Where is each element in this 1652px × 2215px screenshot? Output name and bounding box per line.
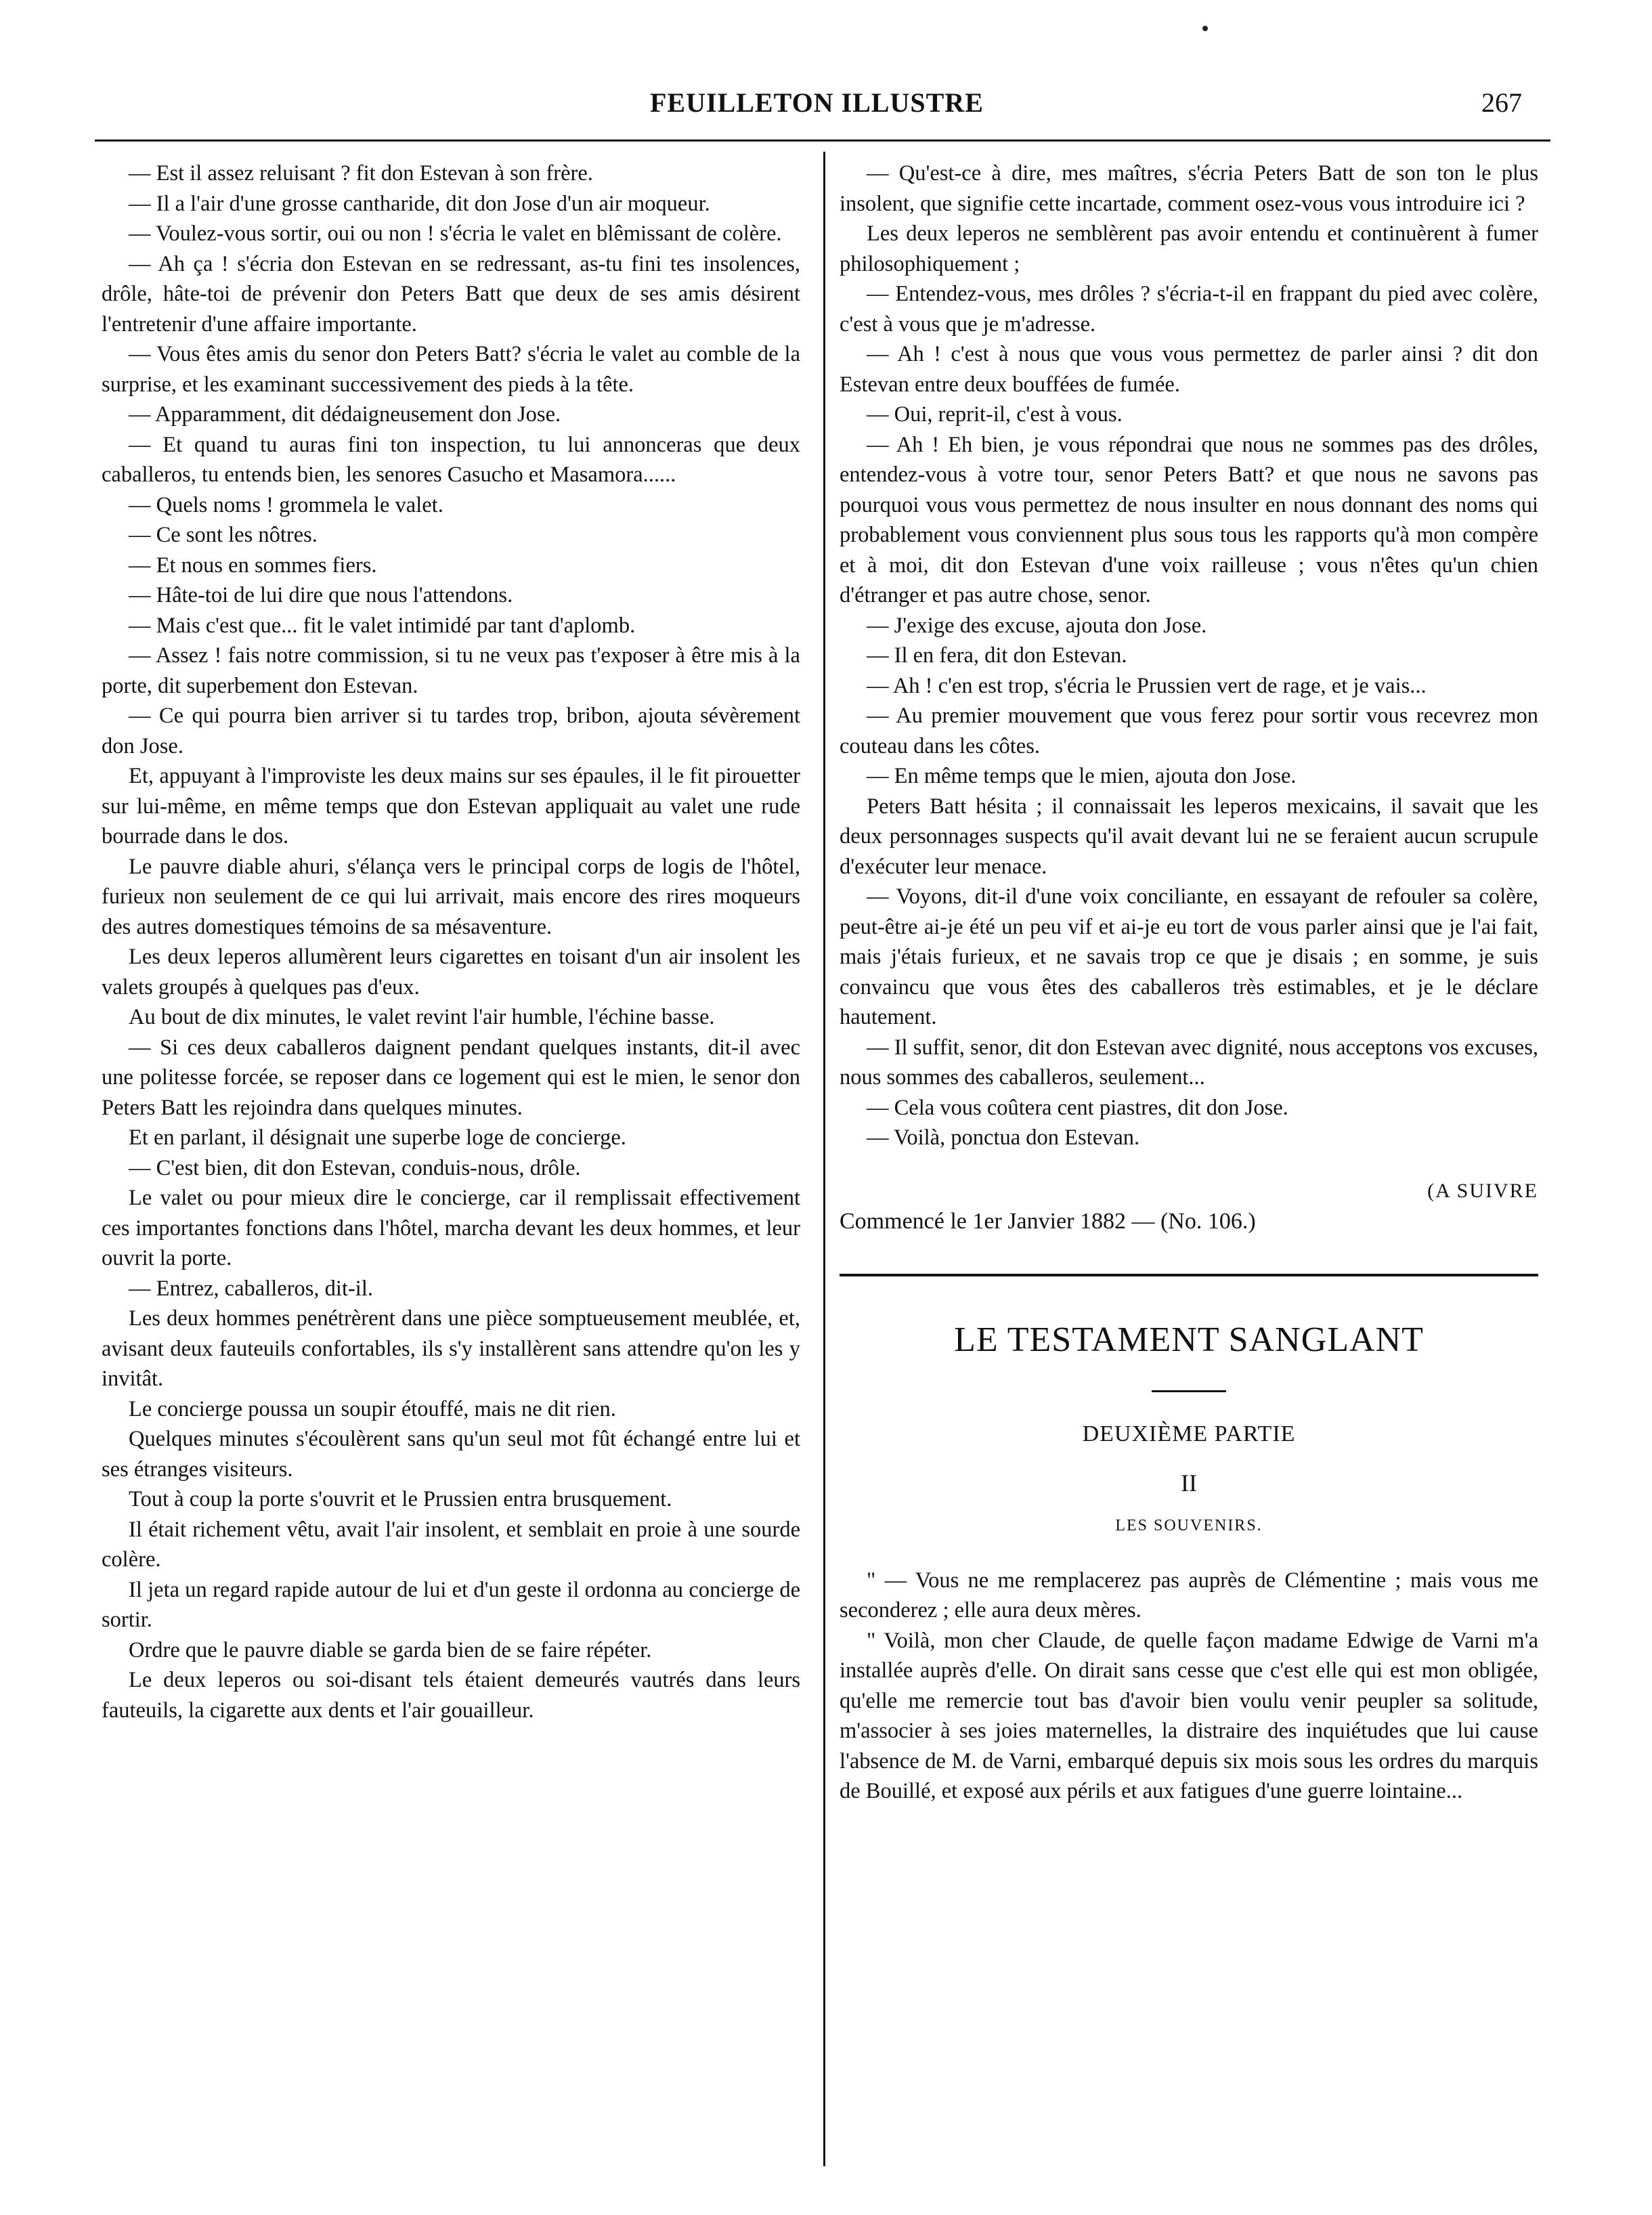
paragraph: " — Vous ne me remplacerez pas auprès de Clémentine ; mais vous me seconderez ; elle aura deux mères.: [840, 1568, 1538, 1622]
paragraph: — En même temps que le mien, ajouta don Jose.: [867, 764, 1297, 788]
paragraph: — Voilà, ponctua don Estevan.: [867, 1125, 1140, 1150]
paragraph: Les deux hommes penétrèrent dans une pièce somptueusement meublée, et, avisant deux fauteuils confortables, ils s'y installèrent sans attendre qu'on les y invitât.: [102, 1306, 800, 1391]
paragraph: Le pauvre diable ahuri, s'élança vers le principal corps de logis de l'hôtel, furieux non seulement de ce qui lui arrivait, mais encore des rires moqueurs des autres domestiques témoins de sa mésaventure.: [102, 854, 800, 939]
paragraph: — C'est bien, dit don Estevan, conduis-nous, drôle.: [129, 1155, 581, 1180]
paragraph: Quelques minutes s'écoulèrent sans qu'un seul mot fût échangé entre lui et ses étranges visiteurs.: [102, 1427, 800, 1482]
paragraph: Il jeta un regard rapide autour de lui et d'un geste il ordonna au concierge de sortir.: [102, 1577, 800, 1632]
paragraph: Ordre que le pauvre diable se garda bien de se faire répéter.: [129, 1637, 652, 1662]
paragraph: Le deux leperos ou soi-disant tels étaient demeurés vautrés dans leurs fauteuils, la cigarette aux dents et l'air gouailleur.: [102, 1668, 800, 1723]
running-title: FEUILLETON ILLUSTRE: [650, 87, 984, 118]
paragraph: — Il suffit, senor, dit don Estevan avec dignité, nous acceptons vos excuses, nous sommes des caballeros, seulement...: [840, 1035, 1538, 1090]
paragraph: — Entendez-vous, mes drôles ? s'écria-t-il en frappant du pied avec colère, c'est à vous que je m'adresse.: [840, 282, 1538, 337]
paragraph: — Voyons, dit-il d'une voix conciliante, en essayant de refouler sa colère, peut-être ai-je été un peu vif et ai-je eu tort de vous parler ainsi que je l'ai fait, mais j'étais furieux, et ne savais trop ce que je disais ; en somme, je suis convaincu que vous êtes des caballeros très estimables, et je le déclare hautement.: [840, 884, 1538, 1029]
paragraph: — Mais c'est que... fit le valet intimidé par tant d'aplomb.: [129, 613, 636, 638]
paragraph: — Il a l'air d'une grosse cantharide, dit don Jose d'un air moqueur.: [129, 191, 710, 216]
paragraph: — Apparamment, dit dédaigneusement don Jose.: [129, 402, 561, 427]
section-separator: [840, 1274, 1538, 1276]
paragraph: — Vous êtes amis du senor don Peters Batt? s'écria le valet au comble de la surprise, et les examinant successivement des pieds à la tête.: [102, 342, 800, 397]
right-column-text: [840, 158, 1538, 1153]
part-heading: DEUXIÈME PARTIE: [1082, 1421, 1296, 1446]
paragraph: Les deux leperos allumèrent leurs cigarettes en toisant d'un air insolent les valets groupés à quelques pas d'eux.: [102, 945, 800, 999]
paragraph: — Hâte-toi de lui dire que nous l'attendons.: [129, 583, 513, 607]
paragraph: — Et nous en sommes fiers.: [129, 553, 377, 578]
paragraph: — Cela vous coûtera cent piastres, dit don Jose.: [867, 1095, 1288, 1120]
paragraph: " Voilà, mon cher Claude, de quelle façon madame Edwige de Varni m'a installée auprès d'elle. On dirait sans cesse que c'est elle qui est mon obligée, qu'elle me remercie tout bas d'avoir bien voulu venir peupler sa solitude, m'associer à ses joies maternelles, la distraire des inquiétudes que lui cause l'absence de M. de Varni, embarqué depuis six mois sous les ordres du marquis de Bouillé, et exposé aux périls et aux fatigues d'une guerre lointaine...: [840, 1628, 1538, 1803]
paragraph: — Entrez, caballeros, dit-il.: [129, 1276, 373, 1301]
paragraph: — Ah ça ! s'écria don Estevan en se redressant, as-tu fini tes insolences, drôle, hâte-toi de prévenir don Peters Batt que deux de ses amis désirent l'entretenir d'une affaire importante.: [102, 251, 800, 337]
paragraph: — Il en fera, dit don Estevan.: [867, 643, 1127, 668]
ink-dot: [1202, 26, 1208, 31]
paragraph: — Ah ! c'en est trop, s'écria le Prussien vert de rage, et je vais...: [867, 673, 1427, 698]
column-divider: [823, 152, 825, 2166]
paragraph: — Qu'est-ce à dire, mes maîtres, s'écria Peters Batt de son ton le plus insolent, que signifie cette incartade, comment osez-vous vous introduire ici ?: [840, 161, 1538, 216]
paragraph: — Ah ! c'est à nous que vous vous permettez de parler ainsi ? dit don Estevan entre deux bouffées de fumée.: [840, 342, 1538, 397]
paragraph: Il était richement vêtu, avait l'air insolent, et semblait en proie à une sourde colère.: [102, 1517, 800, 1572]
paragraph: — Quels noms ! grommela le valet.: [129, 492, 443, 517]
right-column: [840, 158, 1538, 1807]
novel-title: LE TESTAMENT SANGLANT: [954, 1320, 1424, 1359]
page-number: 267: [1481, 87, 1522, 118]
paragraph: Au bout de dix minutes, le valet revint l'air humble, l'échine basse.: [129, 1005, 715, 1029]
paragraph: — Et quand tu auras fini ton inspection, tu lui annonceras que deux caballeros, tu entends bien, les senores Casucho et Masamora......: [102, 432, 800, 487]
a-suivre-note: (A SUIVRE: [1427, 1179, 1538, 1202]
left-column: [102, 158, 800, 1725]
paragraph: Peters Batt hésita ; il connaissait les leperos mexicains, il savait que les deux personnages suspects qu'il avait devant lui ne se feraient aucun scrupule d'exécuter leur menace.: [840, 794, 1538, 879]
paragraph: — J'exige des excuse, ajouta don Jose.: [867, 613, 1207, 638]
chapter-number: II: [1181, 1469, 1197, 1497]
paragraph: — Oui, reprit-il, c'est à vous.: [867, 402, 1123, 427]
paragraph: — Ce sont les nôtres.: [129, 523, 318, 547]
chapter-title: LES SOUVENIRS.: [1115, 1516, 1263, 1534]
paragraph: — Si ces deux caballeros daignent pendant quelques instants, dit-il avec une politesse forcée, se reposer dans ce logement qui est le mien, le senor don Peters Batt les rejoindra dans quelques minutes.: [102, 1035, 800, 1120]
paragraph: — Est il assez reluisant ? fit don Estevan à son frère.: [129, 161, 593, 186]
paragraph: — Voulez-vous sortir, oui ou non ! s'écria le valet en blêmissant de colère.: [129, 221, 782, 246]
paragraph: Les deux leperos ne semblèrent pas avoir entendu et continuèrent à fumer philosophiquement ;: [840, 221, 1538, 276]
paragraph: Et en parlant, il désignait une superbe loge de concierge.: [129, 1125, 626, 1150]
paragraph: Le valet ou pour mieux dire le concierge, car il remplissait effectivement ces importantes fonctions dans l'hôtel, marcha devant les deux hommes, et leur ouvrit la porte.: [102, 1186, 800, 1270]
title-rule: [1152, 1390, 1226, 1392]
left-column-text: [102, 158, 800, 1725]
serial-start-note: Commencé le 1er Janvier 1882 — (No. 106.): [840, 1209, 1256, 1234]
paragraph: — Au premier mouvement que vous ferez pour sortir vous recevrez mon couteau dans les côtes.: [840, 704, 1538, 758]
paragraph: Le concierge poussa un soupir étouffé, mais ne dit rien.: [129, 1396, 616, 1421]
header-rule: [95, 139, 1550, 142]
paragraph: Tout à coup la porte s'ouvrit et le Prussien entra brusquement.: [129, 1487, 672, 1511]
novel-text: [840, 1566, 1538, 1807]
paragraph: — Ce qui pourra bien arriver si tu tardes trop, bribon, ajouta sévèrement don Jose.: [102, 704, 800, 758]
paragraph: — Assez ! fais notre commission, si tu ne veux pas t'exposer à être mis à la porte, dit superbement don Estevan.: [102, 643, 800, 698]
paragraph: — Ah ! Eh bien, je vous répondrai que nous ne sommes pas des drôles, entendez-vous à votre tour, senor Peters Batt? et que nous ne savons pas pourquoi vous vous permettez de nous insulter en nous donnant des noms qui probablement vous conviennent plus sous tous les rapports qu'à mon compère et à moi, dit don Estevan d'une voix railleuse ; vous n'êtes qu'un chien d'étranger et pas autre chose, senor.: [840, 432, 1538, 607]
paragraph: Et, appuyant à l'improviste les deux mains sur ses épaules, il le fit pirouetter sur lui-même, en même temps que don Estevan appliquait au valet une rude bourrade dans le dos.: [102, 764, 800, 848]
